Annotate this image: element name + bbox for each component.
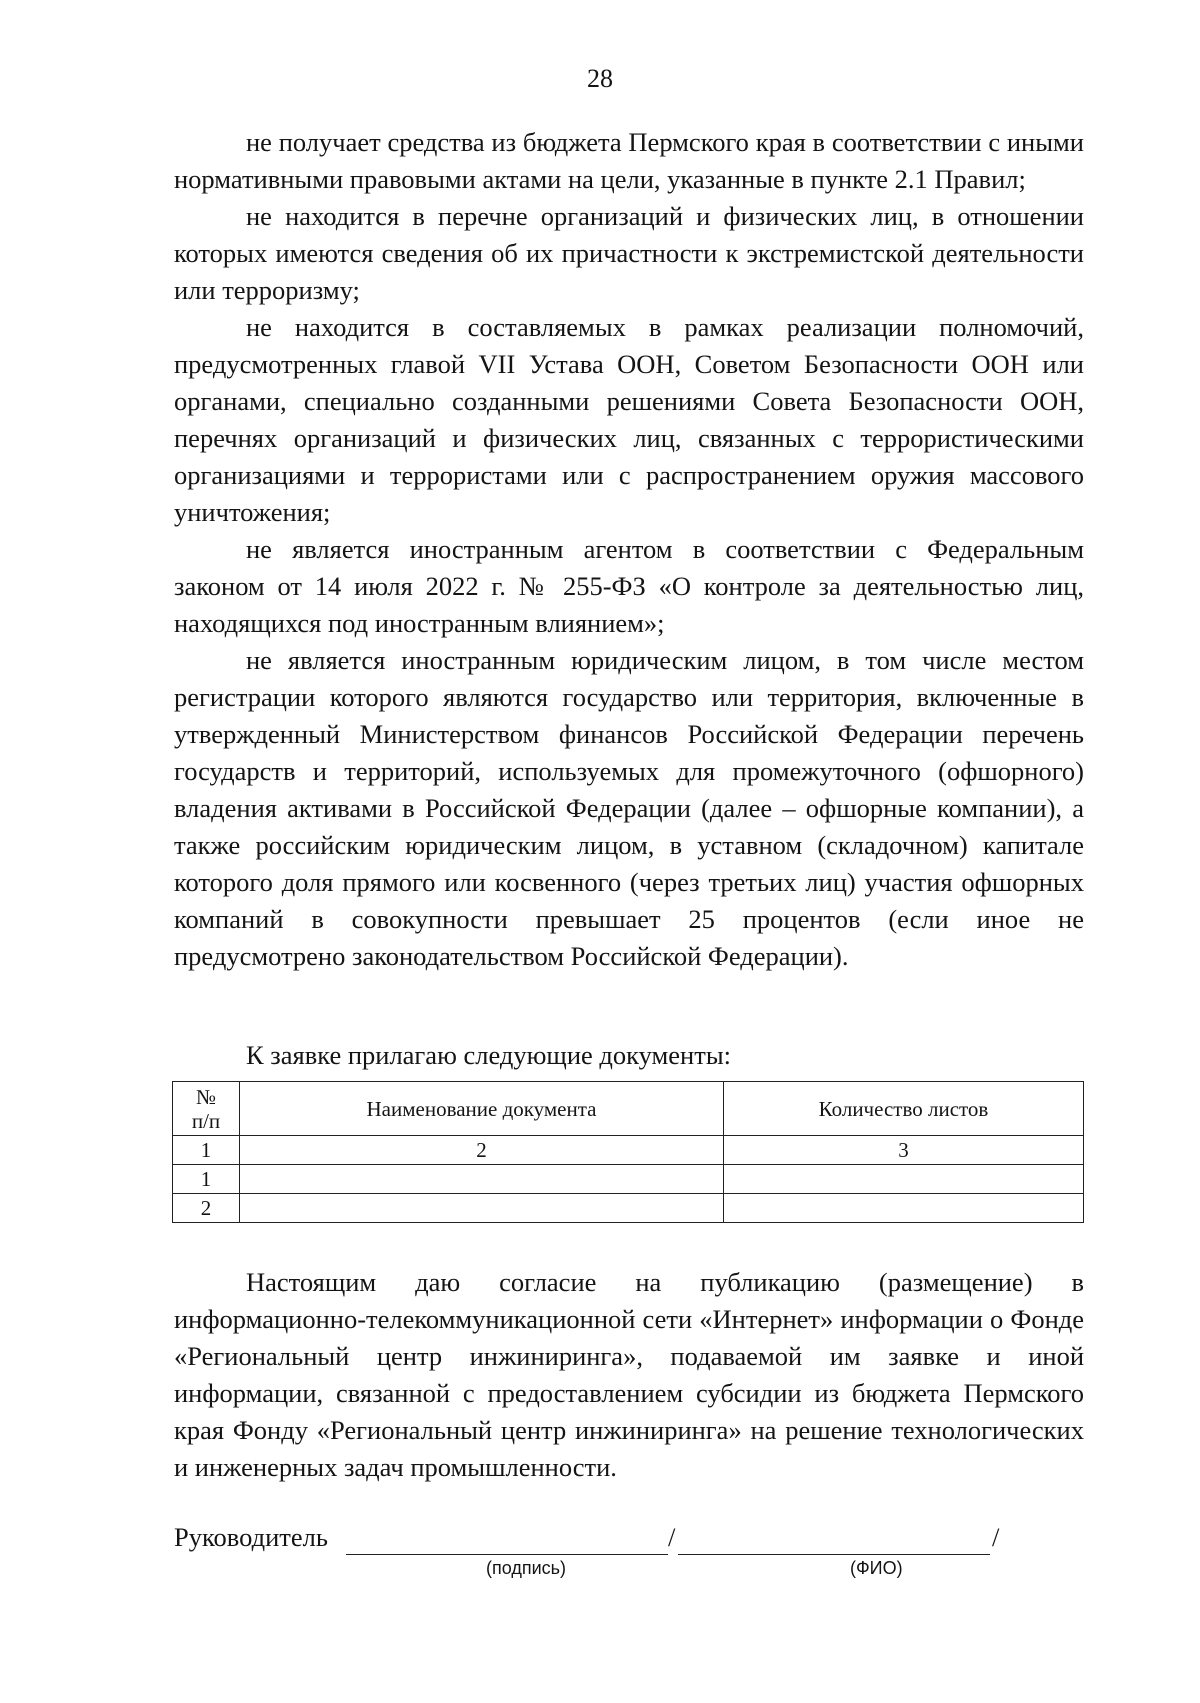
signatory-label: Руководитель <box>174 1522 328 1552</box>
page-number: 28 <box>587 64 613 93</box>
annex-heading: К заявке прилагаю следующие документы: <box>246 1040 731 1070</box>
condition-paragraph: не является иностранным юридическим лицом, в том числе местом регистрации которого являются государство или территория, включенные в утвержденный Министерством финансов Российской Федерации перечень государств и территорий, используемых для промежуточного (офшорного) владения активами в Российской Федерации (далее – офшорные компании), а также российским юридическим лицом, в уставном (складочном) капитале которого доля прямого или косвенного (через третьих лиц) участия офшорных компаний в совокупности превышает 25 процентов (если иное не предусмотрено законодательством Российской Федерации). <box>174 645 1084 971</box>
condition-paragraph: не находится в перечне организаций и физических лиц, в отношении которых имеются сведения об их причастности к экстремистской деятельности или терроризму; <box>174 201 1084 305</box>
row-document-name: 2 <box>240 1136 724 1165</box>
signature-block <box>174 1522 1094 1582</box>
slash-separator: / <box>668 1522 676 1552</box>
signature-caption: (подпись) <box>486 1558 567 1578</box>
table-header-row <box>173 1082 1084 1136</box>
condition-paragraph: не находится в составляемых в рамках реализации полномочий, предусмотренных главой VII Устава ООН, Советом Безопасности ООН или органами, специально созданными решениями Совета Безопасности ООН, перечнях организаций и физических лиц, связанных с террористическими организациями и террористами или с распространением оружия массового уничтожения; <box>174 312 1084 527</box>
header-sheet-count: Количество листов <box>724 1082 1084 1136</box>
table-row <box>173 1165 1084 1194</box>
row-document-name <box>240 1165 724 1194</box>
name-caption: (ФИО) <box>850 1558 903 1578</box>
conditions-list <box>174 124 1084 975</box>
table-row <box>173 1136 1084 1165</box>
row-number: 2 <box>173 1194 240 1223</box>
table-row <box>173 1194 1084 1223</box>
condition-paragraph: не является иностранным агентом в соответствии с Федеральным законом от 14 июля 2022 г. № 255-ФЗ «О контроле за деятельностью лиц, находящихся под иностранным влиянием»; <box>174 534 1084 638</box>
row-number: 1 <box>173 1165 240 1194</box>
header-number-abbr: п/п <box>191 1108 221 1133</box>
header-number-symbol: № <box>195 1084 217 1109</box>
row-sheet-count <box>724 1165 1084 1194</box>
header-number <box>173 1082 240 1136</box>
row-number: 1 <box>173 1136 240 1165</box>
consent-block <box>174 1264 1084 1486</box>
name-line <box>678 1554 990 1555</box>
row-document-name <box>240 1194 724 1223</box>
row-sheet-count <box>724 1194 1084 1223</box>
documents-table <box>172 1081 1084 1223</box>
condition-paragraph: не получает средства из бюджета Пермского края в соответствии с иными нормативными правовыми актами на цели, указанные в пункте 2.1 Правил; <box>174 127 1084 194</box>
signature-line <box>346 1554 668 1555</box>
consent-paragraph: Настоящим даю согласие на публикацию (размещение) в информационно-телекоммуникационной сети «Интернет» информации о Фонде «Региональный центр инжиниринга», подаваемой им заявке и иной информации, связанной с предоставлением субсидии из бюджета Пермского края Фонду «Региональный центр инжиниринга» на решение технологических и инженерных задач промышленности. <box>174 1267 1084 1482</box>
row-sheet-count: 3 <box>724 1136 1084 1165</box>
header-document-name: Наименование документа <box>240 1082 724 1136</box>
slash-separator: / <box>992 1522 1000 1552</box>
